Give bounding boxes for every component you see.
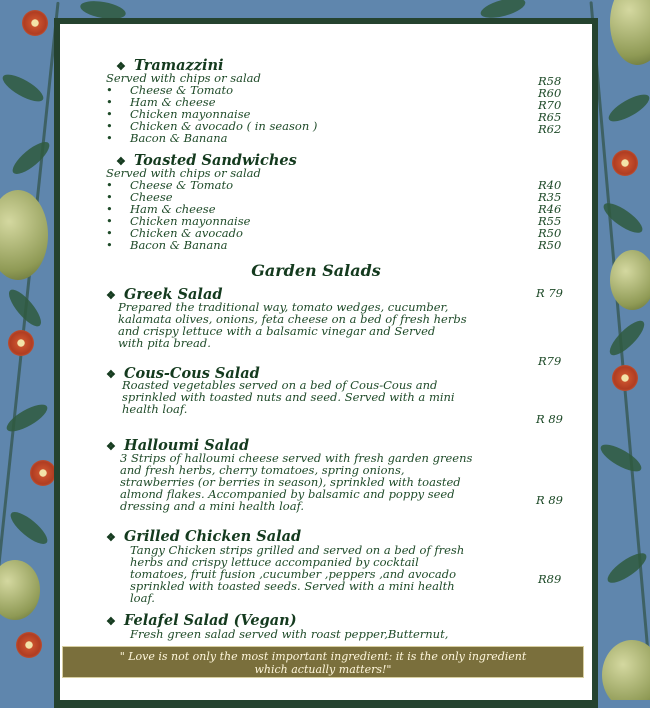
item-name: Cheese & Tomato [130, 83, 234, 97]
salad-title: ❖ Halloumi Salad [106, 437, 250, 454]
quote-banner [62, 646, 584, 678]
salad-description: Tangy Chicken strips grilled and served on a bed of fresh herbs and crispy lettuce accompanied by cocktail tomatoes, fruit fusion ,cucumber ,peppers ,and avocado sprinkled with toasted seeds. Served with a mini health loaf. [130, 543, 465, 605]
salad-price: R79 [538, 354, 562, 368]
bullet-icon: • [106, 214, 113, 228]
item-price: R50 [538, 238, 562, 252]
item-price: R70 [538, 98, 562, 112]
salad-price: R 89 [536, 493, 563, 507]
diamond-bullet-icon: ❖ [106, 440, 116, 453]
salad-description: Fresh green salad served with roast pepper,Butternut, [130, 627, 449, 641]
garden-salads-heading: Garden Salads [251, 261, 381, 280]
item-price: R40 [538, 178, 562, 192]
salad-description: Roasted vegetables served on a bed of Cous-Cous and sprinkled with toasted nuts and seed. Served with a mini health loaf. [122, 378, 455, 416]
salad-title: ❖ Grilled Chicken Salad [106, 528, 302, 545]
salad-price: R 79 [536, 286, 563, 300]
item-name: Bacon & Banana [130, 238, 228, 252]
diamond-bullet-icon: ❖ [106, 531, 116, 544]
item-name: Chicken & avocado ( in season ) [130, 119, 318, 133]
quote-line: which actually matters!" [254, 663, 392, 676]
salad-title: ❖ Greek Salad [106, 286, 223, 303]
bullet-icon: • [106, 83, 113, 97]
item-price: R58 [538, 74, 562, 88]
bullet-icon: • [106, 238, 113, 252]
item-name: Ham & cheese [130, 202, 216, 216]
menu-panel [60, 24, 592, 700]
item-name: Chicken mayonnaise [130, 214, 251, 228]
quote-line: " Love is not only the most important ingredient: it is the only ingredient [119, 650, 527, 663]
item-name: Ham & cheese [130, 95, 216, 109]
diamond-bullet-icon: ❖ [106, 289, 116, 302]
salad-price: R 89 [536, 412, 563, 426]
menu-item [106, 238, 592, 251]
item-name: Chicken & avocado [130, 226, 243, 240]
toasted-subtitle: Served with chips or salad [106, 166, 261, 180]
item-price: R46 [538, 202, 562, 216]
salad-title: ❖ Felafel Salad (Vegan) [106, 612, 297, 629]
diamond-bullet-icon: ❖ [116, 155, 126, 168]
toasted-sandwiches-title: ❖ Toasted Sandwiches [116, 152, 297, 169]
diamond-bullet-icon: ❖ [106, 368, 116, 381]
salad-description: 3 Strips of halloumi cheese served with fresh garden greens and fresh herbs, cherry tomatoes, spring onions, strawberries (or berries in season), sprinkled with toasted almond flakes. Accompanied by balsamic and poppy seed dressing and a mini health loaf. [120, 451, 473, 513]
item-price: R65 [538, 110, 562, 124]
bullet-icon: • [106, 131, 113, 145]
item-price: R60 [538, 86, 562, 100]
bullet-icon: • [106, 95, 113, 109]
bullet-icon: • [106, 107, 113, 121]
diamond-bullet-icon: ❖ [116, 60, 126, 73]
item-name: Bacon & Banana [130, 131, 228, 145]
item-price: R50 [538, 226, 562, 240]
bullet-icon: • [106, 119, 113, 133]
item-name: Chicken mayonnaise [130, 107, 251, 121]
diamond-bullet-icon: ❖ [106, 615, 116, 628]
item-price: R35 [538, 190, 562, 204]
menu-item [106, 131, 592, 144]
salad-price: R89 [538, 572, 562, 586]
item-price: R55 [538, 214, 562, 228]
item-name: Cheese [130, 190, 173, 204]
bullet-icon: • [106, 190, 113, 204]
bullet-icon: • [106, 178, 113, 192]
item-price: R62 [538, 122, 562, 136]
salad-description: Prepared the traditional way, tomato wedges, cucumber, kalamata olives, onions, feta cheese on a bed of fresh herbs and crispy lettuce with a balsamic vinegar and Served with pita bread. [118, 300, 467, 350]
tramazzini-subtitle: Served with chips or salad [106, 71, 261, 85]
bullet-icon: • [106, 202, 113, 216]
tramazzini-title: ❖ Tramazzini [116, 57, 224, 74]
bullet-icon: • [106, 226, 113, 240]
item-name: Cheese & Tomato [130, 178, 234, 192]
salad-title: ❖ Cous-Cous Salad [106, 365, 260, 382]
